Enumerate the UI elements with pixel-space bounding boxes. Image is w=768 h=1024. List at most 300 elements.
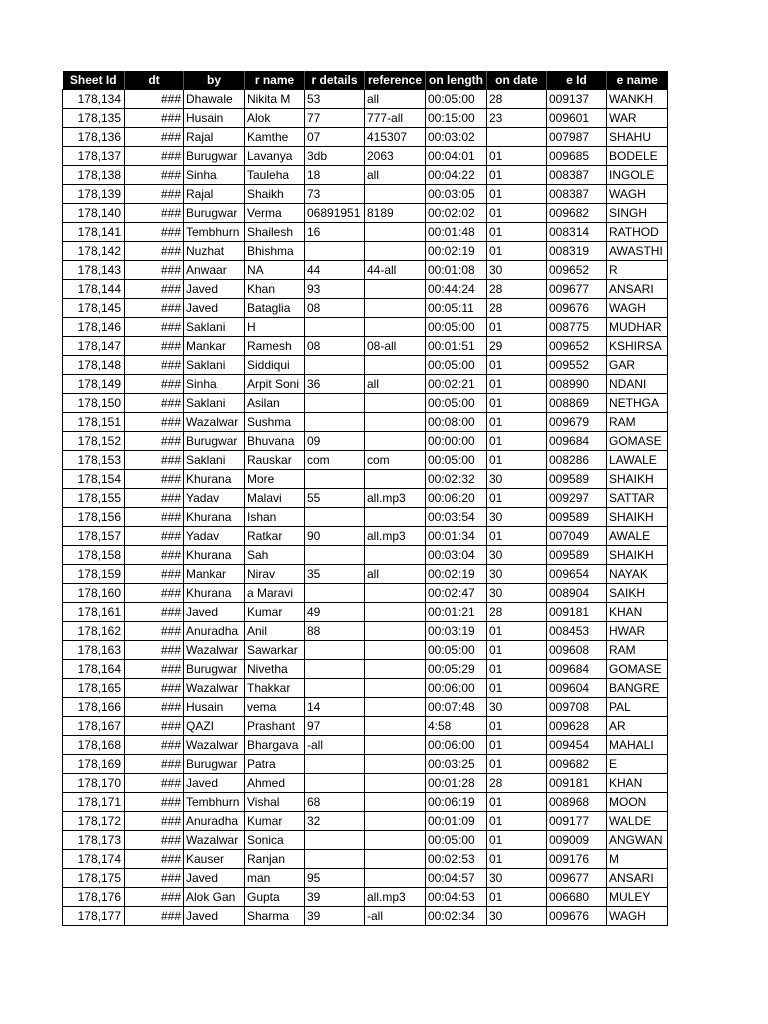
table-cell[interactable]: Bhishma (245, 242, 305, 261)
table-cell[interactable]: Burugwar (184, 660, 245, 679)
table-cell[interactable]: Mankar (184, 337, 245, 356)
table-cell[interactable] (365, 698, 426, 717)
table-cell[interactable]: 00:06:20 (426, 489, 487, 508)
table-cell[interactable]: MAHALI (607, 736, 668, 755)
table-cell[interactable]: MOON (607, 793, 668, 812)
table-cell[interactable] (365, 736, 426, 755)
table-cell[interactable]: Rajal (184, 128, 245, 147)
table-cell[interactable]: Wazalwar (184, 413, 245, 432)
table-cell[interactable]: 16 (305, 223, 365, 242)
table-cell[interactable]: 00:06:00 (426, 736, 487, 755)
header-cell[interactable]: e name (607, 71, 668, 90)
table-cell[interactable]: ### (125, 109, 184, 128)
table-cell[interactable]: ### (125, 584, 184, 603)
header-cell[interactable]: dt (125, 71, 184, 90)
table-cell[interactable]: 8189 (365, 204, 426, 223)
table-cell[interactable]: 008775 (547, 318, 607, 337)
table-cell[interactable]: 28 (487, 280, 547, 299)
table-cell[interactable]: 178,175 (63, 869, 125, 888)
table-cell[interactable]: ### (125, 641, 184, 660)
table-cell[interactable]: ### (125, 261, 184, 280)
table-cell[interactable]: 01 (487, 451, 547, 470)
table-cell[interactable]: ### (125, 223, 184, 242)
table-cell[interactable]: 178,171 (63, 793, 125, 812)
table-cell[interactable]: 00:08:00 (426, 413, 487, 432)
table-cell[interactable]: 008319 (547, 242, 607, 261)
table-cell[interactable] (365, 717, 426, 736)
table-cell[interactable]: 00:03:54 (426, 508, 487, 527)
table-cell[interactable]: Sah (245, 546, 305, 565)
table-cell[interactable]: Khurana (184, 584, 245, 603)
table-cell[interactable]: 00:02:19 (426, 242, 487, 261)
table-cell[interactable]: 39 (305, 907, 365, 926)
table-cell[interactable]: 00:02:32 (426, 470, 487, 489)
table-cell[interactable]: Wazalwar (184, 736, 245, 755)
table-cell[interactable]: 009684 (547, 432, 607, 451)
table-cell[interactable]: ### (125, 394, 184, 413)
table-cell[interactable]: GOMASE (607, 432, 668, 451)
table-cell[interactable]: 178,172 (63, 812, 125, 831)
table-cell[interactable]: -all (305, 736, 365, 755)
table-cell[interactable]: Khan (245, 280, 305, 299)
table-cell[interactable]: 00:06:19 (426, 793, 487, 812)
table-cell[interactable]: Dhawale (184, 90, 245, 109)
table-cell[interactable]: 08 (305, 299, 365, 318)
table-cell[interactable]: 178,169 (63, 755, 125, 774)
table-cell[interactable]: 2063 (365, 147, 426, 166)
table-cell[interactable]: all (365, 565, 426, 584)
table-cell[interactable] (365, 679, 426, 698)
table-cell[interactable]: WAGH (607, 907, 668, 926)
table-cell[interactable]: 178,173 (63, 831, 125, 850)
table-cell[interactable]: ### (125, 337, 184, 356)
table-cell[interactable]: all.mp3 (365, 489, 426, 508)
table-cell[interactable]: ### (125, 831, 184, 850)
table-cell[interactable]: ### (125, 736, 184, 755)
table-cell[interactable]: Thakkar (245, 679, 305, 698)
table-cell[interactable]: Tauleha (245, 166, 305, 185)
table-cell[interactable]: H (245, 318, 305, 337)
table-cell[interactable]: ### (125, 774, 184, 793)
table-cell[interactable]: 01 (487, 185, 547, 204)
header-cell[interactable]: by (184, 71, 245, 90)
table-cell[interactable]: 01 (487, 622, 547, 641)
table-cell[interactable]: 178,136 (63, 128, 125, 147)
table-cell[interactable]: ### (125, 679, 184, 698)
table-cell[interactable]: ### (125, 413, 184, 432)
table-cell[interactable]: NETHGA (607, 394, 668, 413)
table-cell[interactable]: 00:05:29 (426, 660, 487, 679)
table-cell[interactable]: 777-all (365, 109, 426, 128)
table-cell[interactable]: SINGH (607, 204, 668, 223)
table-cell[interactable]: 01 (487, 489, 547, 508)
table-cell[interactable]: 00:01:34 (426, 527, 487, 546)
table-cell[interactable]: Bataglia (245, 299, 305, 318)
table-cell[interactable] (365, 603, 426, 622)
table-cell[interactable]: 009454 (547, 736, 607, 755)
table-cell[interactable]: Khurana (184, 470, 245, 489)
table-cell[interactable]: 008286 (547, 451, 607, 470)
table-cell[interactable] (305, 831, 365, 850)
table-cell[interactable]: E (607, 755, 668, 774)
table-cell[interactable]: 01 (487, 888, 547, 907)
table-cell[interactable]: 00:03:05 (426, 185, 487, 204)
table-cell[interactable]: ### (125, 527, 184, 546)
table-cell[interactable]: 00:01:28 (426, 774, 487, 793)
table-cell[interactable]: WAGH (607, 185, 668, 204)
table-cell[interactable]: 93 (305, 280, 365, 299)
header-cell[interactable]: reference (365, 71, 426, 90)
table-cell[interactable]: 00:05:00 (426, 394, 487, 413)
table-cell[interactable]: Malavi (245, 489, 305, 508)
table-cell[interactable]: 178,170 (63, 774, 125, 793)
table-cell[interactable]: 30 (487, 698, 547, 717)
table-cell[interactable]: 01 (487, 831, 547, 850)
table-cell[interactable]: 00:04:53 (426, 888, 487, 907)
table-cell[interactable]: Lavanya (245, 147, 305, 166)
table-cell[interactable]: KHAN (607, 603, 668, 622)
table-cell[interactable]: Javed (184, 280, 245, 299)
header-cell[interactable]: e Id (547, 71, 607, 90)
table-cell[interactable]: 00:05:00 (426, 318, 487, 337)
table-cell[interactable]: LAWALE (607, 451, 668, 470)
table-cell[interactable]: 00:05:00 (426, 451, 487, 470)
table-cell[interactable]: 00:03:25 (426, 755, 487, 774)
table-cell[interactable]: 008869 (547, 394, 607, 413)
table-cell[interactable]: 01 (487, 318, 547, 337)
table-cell[interactable]: 009589 (547, 546, 607, 565)
table-cell[interactable]: GAR (607, 356, 668, 375)
table-cell[interactable] (365, 280, 426, 299)
table-cell[interactable]: R (607, 261, 668, 280)
table-cell[interactable]: 178,135 (63, 109, 125, 128)
table-cell[interactable]: 009652 (547, 261, 607, 280)
table-cell[interactable]: SHAHU (607, 128, 668, 147)
table-cell[interactable]: ### (125, 793, 184, 812)
table-cell[interactable]: 009677 (547, 869, 607, 888)
table-cell[interactable]: 30 (487, 907, 547, 926)
table-cell[interactable]: INGOLE (607, 166, 668, 185)
table-cell[interactable]: 009682 (547, 755, 607, 774)
table-cell[interactable]: Mankar (184, 565, 245, 584)
table-cell[interactable]: 178,148 (63, 356, 125, 375)
table-cell[interactable] (365, 470, 426, 489)
table-cell[interactable]: 009009 (547, 831, 607, 850)
table-cell[interactable] (365, 432, 426, 451)
table-cell[interactable]: 178,134 (63, 90, 125, 109)
table-cell[interactable]: BODELE (607, 147, 668, 166)
table-cell[interactable]: 28 (487, 774, 547, 793)
table-cell[interactable]: 00:15:00 (426, 109, 487, 128)
table-cell[interactable]: Husain (184, 109, 245, 128)
table-cell[interactable]: 178,158 (63, 546, 125, 565)
table-cell[interactable]: 009676 (547, 299, 607, 318)
table-cell[interactable] (365, 774, 426, 793)
table-cell[interactable]: Nikita M (245, 90, 305, 109)
table-cell[interactable]: ### (125, 451, 184, 470)
table-cell[interactable] (365, 508, 426, 527)
table-cell[interactable]: 178,139 (63, 185, 125, 204)
table-cell[interactable]: 30 (487, 584, 547, 603)
table-cell[interactable]: 009552 (547, 356, 607, 375)
table-cell[interactable]: ### (125, 489, 184, 508)
table-cell[interactable]: 008387 (547, 185, 607, 204)
table-cell[interactable]: NAYAK (607, 565, 668, 584)
table-cell[interactable]: Wazalwar (184, 679, 245, 698)
table-cell[interactable]: 30 (487, 546, 547, 565)
table-cell[interactable]: 009589 (547, 508, 607, 527)
table-cell[interactable]: Nuzhat (184, 242, 245, 261)
table-cell[interactable]: 178,176 (63, 888, 125, 907)
table-cell[interactable]: Javed (184, 299, 245, 318)
table-cell[interactable]: ### (125, 717, 184, 736)
table-cell[interactable]: SHAIKH (607, 470, 668, 489)
table-cell[interactable]: Asilan (245, 394, 305, 413)
table-cell[interactable]: 00:01:21 (426, 603, 487, 622)
table-cell[interactable] (365, 831, 426, 850)
table-cell[interactable]: 30 (487, 565, 547, 584)
table-cell[interactable]: 009676 (547, 907, 607, 926)
table-cell[interactable]: 009679 (547, 413, 607, 432)
table-cell[interactable] (305, 394, 365, 413)
table-cell[interactable]: 00:04:01 (426, 147, 487, 166)
table-cell[interactable]: WAGH (607, 299, 668, 318)
table-cell[interactable]: 01 (487, 223, 547, 242)
header-cell[interactable]: r details (305, 71, 365, 90)
table-cell[interactable]: Khurana (184, 546, 245, 565)
table-cell[interactable]: 178,145 (63, 299, 125, 318)
table-cell[interactable]: a Maravi (245, 584, 305, 603)
table-cell[interactable]: Tembhurn (184, 223, 245, 242)
table-cell[interactable]: man (245, 869, 305, 888)
table-cell[interactable]: NDANI (607, 375, 668, 394)
table-cell[interactable]: 00:04:57 (426, 869, 487, 888)
table-cell[interactable]: 178,140 (63, 204, 125, 223)
table-cell[interactable]: 00:02:34 (426, 907, 487, 926)
table-cell[interactable]: Bhuvana (245, 432, 305, 451)
header-cell[interactable]: on length (426, 71, 487, 90)
table-cell[interactable] (365, 318, 426, 337)
table-cell[interactable]: M (607, 850, 668, 869)
table-cell[interactable]: ### (125, 565, 184, 584)
table-cell[interactable]: 01 (487, 660, 547, 679)
table-cell[interactable]: 14 (305, 698, 365, 717)
table-cell[interactable] (365, 299, 426, 318)
table-cell[interactable]: Javed (184, 907, 245, 926)
table-cell[interactable] (305, 356, 365, 375)
table-cell[interactable]: QAZI (184, 717, 245, 736)
table-cell[interactable]: Wazalwar (184, 831, 245, 850)
table-cell[interactable]: Javed (184, 774, 245, 793)
table-cell[interactable]: RAM (607, 641, 668, 660)
table-cell[interactable] (305, 318, 365, 337)
table-cell[interactable]: MULEY (607, 888, 668, 907)
table-cell[interactable]: 415307 (365, 128, 426, 147)
table-cell[interactable]: Saklani (184, 394, 245, 413)
table-cell[interactable]: 178,157 (63, 527, 125, 546)
table-cell[interactable]: com (305, 451, 365, 470)
table-cell[interactable]: 178,142 (63, 242, 125, 261)
table-cell[interactable]: 009708 (547, 698, 607, 717)
table-cell[interactable]: 178,162 (63, 622, 125, 641)
table-cell[interactable]: Rauskar (245, 451, 305, 470)
table-cell[interactable]: 28 (487, 90, 547, 109)
table-cell[interactable]: Burugwar (184, 755, 245, 774)
table-cell[interactable]: 08 (305, 337, 365, 356)
table-cell[interactable]: Anuradha (184, 812, 245, 831)
table-cell[interactable]: 178,147 (63, 337, 125, 356)
table-cell[interactable] (365, 185, 426, 204)
table-cell[interactable]: 68 (305, 793, 365, 812)
table-cell[interactable]: ### (125, 90, 184, 109)
table-cell[interactable]: 01 (487, 147, 547, 166)
table-cell[interactable]: 00:01:48 (426, 223, 487, 242)
table-cell[interactable]: 01 (487, 432, 547, 451)
table-cell[interactable]: Saklani (184, 356, 245, 375)
table-cell[interactable]: 009685 (547, 147, 607, 166)
table-cell[interactable]: Saklani (184, 318, 245, 337)
table-cell[interactable]: 178,137 (63, 147, 125, 166)
table-cell[interactable]: 97 (305, 717, 365, 736)
table-cell[interactable]: 178,167 (63, 717, 125, 736)
table-cell[interactable]: 00:44:24 (426, 280, 487, 299)
table-cell[interactable] (365, 869, 426, 888)
table-cell[interactable]: 3db (305, 147, 365, 166)
table-cell[interactable]: Sawarkar (245, 641, 305, 660)
table-cell[interactable]: Javed (184, 603, 245, 622)
table-cell[interactable]: 90 (305, 527, 365, 546)
table-cell[interactable] (305, 774, 365, 793)
table-cell[interactable]: Yadav (184, 489, 245, 508)
table-cell[interactable]: 008453 (547, 622, 607, 641)
table-cell[interactable]: 00:02:53 (426, 850, 487, 869)
table-cell[interactable]: ### (125, 660, 184, 679)
table-cell[interactable]: 009652 (547, 337, 607, 356)
table-cell[interactable]: 01 (487, 850, 547, 869)
table-cell[interactable]: 178,163 (63, 641, 125, 660)
table-cell[interactable]: vema (245, 698, 305, 717)
table-cell[interactable]: AWASTHI (607, 242, 668, 261)
table-cell[interactable] (305, 850, 365, 869)
table-cell[interactable]: 23 (487, 109, 547, 128)
table-cell[interactable]: Kauser (184, 850, 245, 869)
table-cell[interactable] (365, 223, 426, 242)
table-cell[interactable]: 009181 (547, 774, 607, 793)
table-cell[interactable] (305, 660, 365, 679)
table-cell[interactable]: SATTAR (607, 489, 668, 508)
table-cell[interactable]: ### (125, 812, 184, 831)
table-cell[interactable]: -all (365, 907, 426, 926)
table-cell[interactable]: 01 (487, 356, 547, 375)
table-cell[interactable]: 01 (487, 166, 547, 185)
table-cell[interactable]: ### (125, 299, 184, 318)
table-cell[interactable]: SAIKH (607, 584, 668, 603)
table-cell[interactable]: 30 (487, 261, 547, 280)
table-cell[interactable]: Khurana (184, 508, 245, 527)
table-cell[interactable]: all.mp3 (365, 527, 426, 546)
table-cell[interactable]: 73 (305, 185, 365, 204)
table-cell[interactable]: WALDE (607, 812, 668, 831)
table-cell[interactable]: Ishan (245, 508, 305, 527)
table-cell[interactable]: Nivetha (245, 660, 305, 679)
table-cell[interactable]: 00:05:00 (426, 90, 487, 109)
table-cell[interactable]: Anuradha (184, 622, 245, 641)
table-cell[interactable] (365, 850, 426, 869)
table-cell[interactable]: Shailesh (245, 223, 305, 242)
table-cell[interactable]: 178,151 (63, 413, 125, 432)
table-cell[interactable]: 178,177 (63, 907, 125, 926)
table-cell[interactable]: Sinha (184, 166, 245, 185)
header-cell[interactable]: r name (245, 71, 305, 90)
table-cell[interactable]: 178,138 (63, 166, 125, 185)
table-cell[interactable]: 01 (487, 755, 547, 774)
table-cell[interactable]: 006680 (547, 888, 607, 907)
table-cell[interactable]: 36 (305, 375, 365, 394)
table-cell[interactable]: 007987 (547, 128, 607, 147)
table-cell[interactable]: 00:06:00 (426, 679, 487, 698)
table-cell[interactable]: Nirav (245, 565, 305, 584)
table-cell[interactable]: 178,154 (63, 470, 125, 489)
table-cell[interactable]: 00:02:19 (426, 565, 487, 584)
table-cell[interactable]: 00:02:47 (426, 584, 487, 603)
table-cell[interactable]: ### (125, 147, 184, 166)
table-cell[interactable]: 009177 (547, 812, 607, 831)
table-cell[interactable]: 00:03:04 (426, 546, 487, 565)
table-cell[interactable]: 01 (487, 394, 547, 413)
table-cell[interactable] (365, 584, 426, 603)
table-cell[interactable]: More (245, 470, 305, 489)
table-cell[interactable]: 008968 (547, 793, 607, 812)
table-cell[interactable]: 09 (305, 432, 365, 451)
table-cell[interactable]: 178,150 (63, 394, 125, 413)
table-cell[interactable]: Prashant (245, 717, 305, 736)
table-cell[interactable]: Ahmed (245, 774, 305, 793)
table-cell[interactable]: 39 (305, 888, 365, 907)
table-cell[interactable]: ### (125, 185, 184, 204)
table-cell[interactable]: all.mp3 (365, 888, 426, 907)
table-cell[interactable] (305, 584, 365, 603)
table-cell[interactable]: ### (125, 204, 184, 223)
table-cell[interactable]: 178,166 (63, 698, 125, 717)
table-cell[interactable]: Kumar (245, 603, 305, 622)
table-cell[interactable]: ### (125, 546, 184, 565)
table-cell[interactable] (305, 641, 365, 660)
table-cell[interactable]: 178,174 (63, 850, 125, 869)
table-cell[interactable]: ### (125, 470, 184, 489)
table-cell[interactable]: 95 (305, 869, 365, 888)
table-cell[interactable]: 008387 (547, 166, 607, 185)
table-cell[interactable]: SHAIKH (607, 546, 668, 565)
table-cell[interactable]: Ratkar (245, 527, 305, 546)
table-cell[interactable]: 00:03:02 (426, 128, 487, 147)
table-cell[interactable]: RAM (607, 413, 668, 432)
table-cell[interactable]: ANSARI (607, 280, 668, 299)
table-cell[interactable]: 07 (305, 128, 365, 147)
table-cell[interactable] (365, 413, 426, 432)
table-cell[interactable]: SHAIKH (607, 508, 668, 527)
table-cell[interactable] (305, 755, 365, 774)
table-cell[interactable] (365, 394, 426, 413)
table-cell[interactable] (365, 793, 426, 812)
table-cell[interactable]: AWALE (607, 527, 668, 546)
table-cell[interactable] (365, 356, 426, 375)
table-cell[interactable] (305, 242, 365, 261)
table-cell[interactable]: ### (125, 603, 184, 622)
table-cell[interactable]: 00:00:00 (426, 432, 487, 451)
table-cell[interactable]: ### (125, 280, 184, 299)
table-cell[interactable]: 009608 (547, 641, 607, 660)
table-cell[interactable]: all (365, 90, 426, 109)
